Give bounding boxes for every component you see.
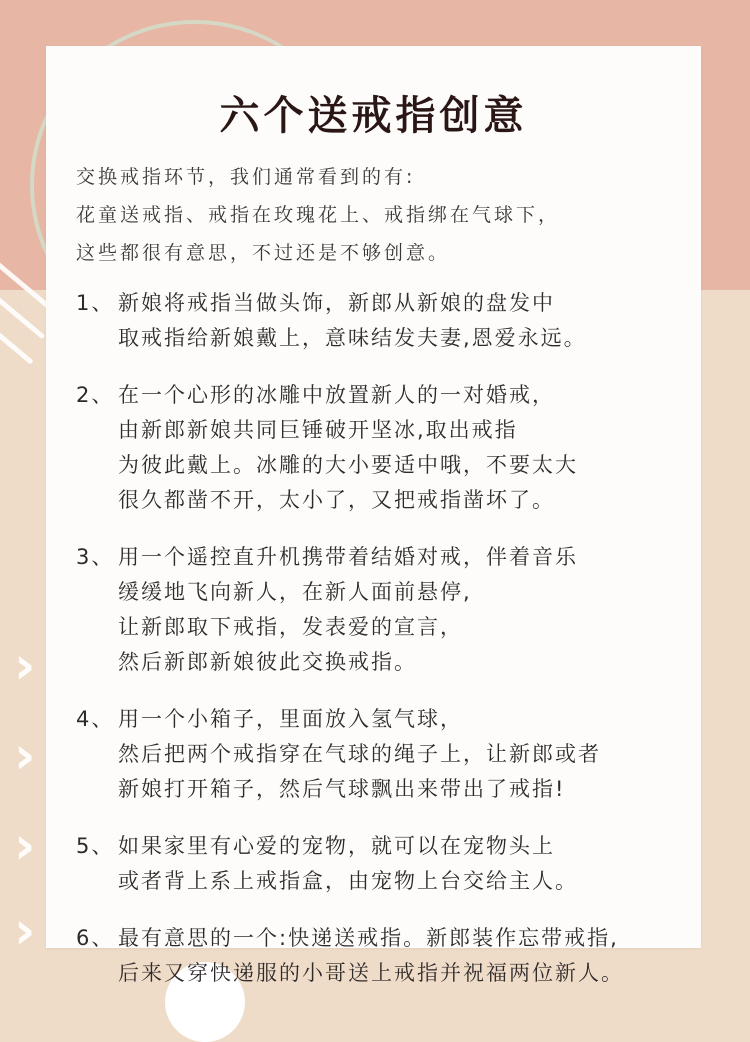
item-line: 然后新郎新娘彼此交换戒指。	[118, 650, 417, 674]
item-line: 在一个心形的冰雕中放置新人的一对婚戒，	[118, 383, 555, 407]
item-line: 取戒指给新娘戴上，意味结发夫妻,恩爱永远。	[118, 326, 587, 350]
chevron-right-icon: ›	[14, 726, 36, 786]
chevron-right-icon: ›	[14, 816, 36, 876]
list-item	[76, 286, 691, 356]
intro-paragraph	[76, 158, 686, 272]
item-number: 6、	[76, 926, 115, 950]
list-item	[76, 702, 691, 807]
item-line: 很久都凿不开，太小了，又把戒指凿坏了。	[118, 488, 555, 512]
item-number: 3、	[76, 545, 115, 569]
list-item	[76, 829, 691, 899]
page-title: 六个送戒指创意	[219, 93, 528, 139]
intro-line: 交换戒指环节，我们通常看到的有:	[76, 166, 416, 188]
item-line: 让新郎取下戒指，发表爱的宣言，	[118, 615, 463, 639]
item-line: 最有意思的一个:快递送戒指。新郎装作忘带戒指,	[118, 926, 619, 950]
chevron-right-icon: ›	[14, 901, 36, 961]
idea-list	[76, 286, 691, 1013]
item-line: 新娘将戒指当做头饰，新郎从新娘的盘发中	[118, 291, 555, 315]
item-number: 2、	[76, 383, 115, 407]
item-line: 然后把两个戒指穿在气球的绳子上，让新郎或者	[118, 742, 601, 766]
intro-line: 这些都很有意思，不过还是不够创意。	[76, 242, 451, 264]
item-line: 用一个遥控直升机携带着结婚对戒，伴着音乐	[118, 545, 578, 569]
item-line: 用一个小箱子，里面放入氢气球，	[118, 707, 463, 731]
item-line: 如果家里有心爱的宠物，就可以在宠物头上	[118, 834, 555, 858]
list-item	[76, 378, 691, 518]
intro-line: 花童送戒指、戒指在玫瑰花上、戒指绑在气球下，	[76, 204, 561, 226]
item-number: 1、	[76, 291, 115, 315]
list-item	[76, 540, 691, 680]
item-number: 5、	[76, 834, 115, 858]
item-line: 为彼此戴上。冰雕的大小要适中哦，不要太大	[118, 453, 578, 477]
item-line: 由新郎新娘共同巨锤破开坚冰,取出戒指	[118, 418, 518, 442]
item-line: 新娘打开箱子，然后气球飘出来带出了戒指!	[118, 777, 566, 801]
content-card	[46, 46, 701, 985]
item-line: 或者背上系上戒指盒，由宠物上台交给主人。	[118, 869, 578, 893]
item-number: 4、	[76, 707, 115, 731]
item-line: 缓缓地飞向新人，在新人面前悬停,	[118, 580, 472, 604]
list-item	[76, 921, 691, 991]
item-line: 后来又穿快递服的小哥送上戒指并祝福两位新人。	[118, 961, 624, 985]
chevron-right-icon: ›	[14, 636, 36, 696]
